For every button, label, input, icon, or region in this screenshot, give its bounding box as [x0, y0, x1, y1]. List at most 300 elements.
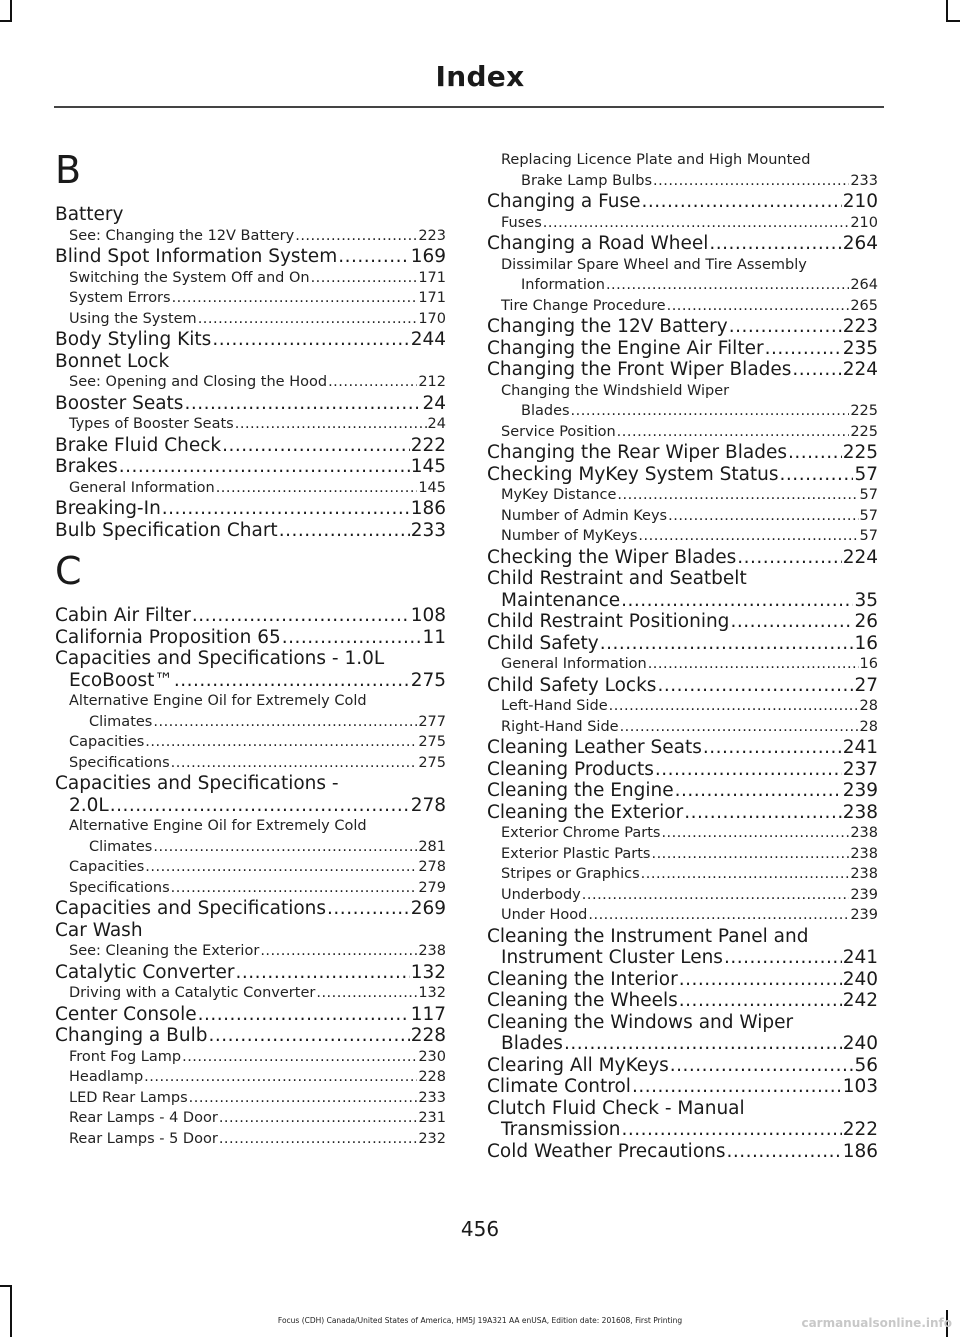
index-entry-text: Child Safety: [487, 632, 599, 654]
index-entry-row: [55, 795, 446, 817]
index-page-ref: 242: [842, 990, 878, 1011]
index-page-ref: 241: [842, 947, 878, 968]
index-entry-text: Switching the System Off and On: [69, 269, 310, 286]
leader-dots: [153, 837, 417, 858]
leader-dots: [679, 969, 842, 991]
leader-dots: [638, 526, 858, 547]
index-entry: [487, 969, 878, 991]
index-entry-text: Cleaning the Interior: [487, 968, 678, 990]
index-page-ref: 132: [418, 985, 446, 1001]
index-entry-text: Stripes or Graphics: [501, 866, 640, 882]
leader-dots: [119, 456, 410, 478]
index-entry-text: System Errors: [69, 290, 171, 306]
index-page-ref: 233: [418, 1089, 446, 1106]
index-page-ref: 275: [418, 754, 446, 771]
index-entry-text: Blind Spot Information System: [55, 246, 338, 267]
leader-dots: [110, 795, 410, 817]
index-page-ref: 278: [418, 859, 446, 875]
index-entry: [55, 898, 446, 920]
index-page-ref: 224: [842, 546, 878, 568]
index-entry: [487, 611, 878, 633]
index-page-ref: 11: [422, 626, 446, 648]
index-entry-text: Capacities and Specifications - 1.0L: [55, 648, 385, 669]
index-entry-text: Headlamp: [69, 1069, 144, 1085]
index-entry: [487, 802, 878, 824]
index-page-ref: 108: [410, 605, 446, 626]
index-entry-text: See: Changing the 12V Battery: [69, 227, 295, 244]
leader-dots: [192, 605, 410, 627]
index-subentry: [487, 696, 878, 717]
index-page-ref: 238: [842, 801, 878, 823]
section-letter: B: [55, 148, 82, 192]
index-page-ref: 235: [842, 337, 878, 359]
index-entry-text: Front Fog Lamp: [69, 1048, 182, 1065]
index-entry: [55, 627, 446, 649]
index-entry-row: [69, 712, 446, 733]
index-page-ref: 145: [410, 456, 446, 477]
index-subentry: [55, 732, 446, 753]
index-column-right: [487, 150, 878, 1162]
leader-dots: [219, 1129, 418, 1150]
index-subentry: [55, 753, 446, 774]
leader-dots: [642, 191, 842, 213]
index-subentry: [487, 296, 878, 317]
leader-dots: [703, 737, 842, 759]
index-page-ref: 225: [850, 403, 878, 419]
index-entry-row: [487, 590, 878, 612]
index-entry: [55, 1025, 446, 1047]
index-entry-text: Underbody: [501, 886, 581, 903]
index-page-ref: 210: [842, 191, 878, 212]
index-page-ref: 264: [850, 277, 878, 293]
index-entry-text: Cleaning the Windows and Wiper: [487, 1011, 794, 1033]
index-entry-text: Catalytic Converter: [55, 961, 235, 983]
leader-dots: [641, 864, 850, 885]
leader-dots: [609, 696, 859, 717]
leader-dots: [338, 246, 409, 268]
index-subentry: [55, 941, 446, 962]
index-page-ref: 224: [842, 359, 878, 380]
index-entry-text: Cleaning Leather Seats: [487, 737, 702, 758]
index-subentry: [55, 414, 446, 435]
index-page-ref: 132: [410, 961, 446, 983]
crop-mark: [10, 1285, 12, 1337]
leader-dots: [198, 1004, 410, 1026]
index-entry-text: Alternative Engine Oil for Extremely Cold: [69, 818, 367, 834]
leader-dots: [675, 780, 842, 802]
leader-dots: [145, 732, 417, 753]
index-page-ref: 238: [418, 943, 446, 959]
index-subentry: [55, 1067, 446, 1088]
index-page-ref: 238: [850, 825, 878, 841]
leader-dots: [727, 1141, 842, 1163]
leader-dots: [327, 898, 410, 920]
index-subentry: [55, 288, 446, 309]
leader-dots: [182, 1047, 417, 1068]
index-entry: [487, 1098, 878, 1141]
index-entry: [55, 456, 446, 478]
index-entry-text: Rear Lamps - 5 Door: [69, 1130, 218, 1147]
index-page-ref: 16: [859, 656, 878, 672]
index-entry-text: Clutch Fluid Check - Manual: [487, 1097, 745, 1119]
index-page-ref: 225: [850, 423, 878, 440]
index-subentry: [55, 878, 446, 899]
index-entry-text: Booster Seats: [55, 392, 184, 414]
index-entry-row: [487, 1033, 878, 1055]
index-entry-text: Specifications: [69, 754, 170, 771]
leader-dots: [208, 1025, 409, 1047]
leader-dots: [279, 520, 410, 542]
index-subentry: [487, 213, 878, 234]
leader-dots: [235, 414, 427, 435]
index-entry-text: Cleaning the Exterior: [487, 801, 684, 823]
index-subentry: [55, 268, 446, 289]
index-entry-text: Exterior Chrome Parts: [501, 825, 661, 841]
leader-dots: [657, 675, 853, 697]
index-page-ref: 281: [418, 838, 446, 855]
leader-dots: [622, 1119, 842, 1141]
index-entry: [487, 990, 878, 1012]
index-page-ref: 237: [842, 758, 878, 780]
index-page-ref: 28: [859, 698, 878, 714]
index-entry-text: Cleaning Products: [487, 758, 654, 780]
index-page-ref: 186: [410, 498, 446, 519]
index-page-ref: 239: [850, 907, 878, 923]
index-entry-text: See: Cleaning the Exterior: [69, 943, 260, 959]
index-entry-text: Brakes: [55, 456, 118, 477]
index-entry: [487, 547, 878, 569]
index-entry-row: [487, 1119, 878, 1141]
index-entry-text: Checking the Wiper Blades: [487, 546, 737, 568]
index-entry: [487, 1076, 878, 1098]
leader-dots: [219, 1108, 418, 1129]
leader-dots: [709, 233, 841, 255]
watermark: carmanualsonline.info: [801, 1316, 952, 1330]
index-entry-row: [69, 837, 446, 858]
index-entry-text: Number of MyKeys: [501, 528, 638, 544]
index-subentry: [487, 717, 878, 738]
crop-mark: [0, 20, 12, 22]
index-entry: [487, 1012, 878, 1055]
index-entry-text: Changing a Bulb: [55, 1025, 208, 1046]
leader-dots: [171, 878, 418, 899]
index-entry: [55, 393, 446, 415]
crop-mark: [946, 0, 948, 22]
index-entry-text: Using the System: [69, 310, 197, 327]
index-entry-text: California Proposition 65: [55, 626, 281, 648]
index-entry-text: Child Restraint Positioning: [487, 611, 730, 632]
index-entry: [487, 1055, 878, 1077]
index-page-ref: 117: [410, 1003, 446, 1025]
index-entry-text: Cleaning the Engine: [487, 780, 674, 801]
leader-dots: [788, 442, 842, 464]
index-subentry: [487, 150, 878, 191]
index-entry: [55, 605, 446, 627]
index-entry-text: Driving with a Catalytic Converter: [69, 985, 316, 1001]
leader-dots: [543, 213, 850, 234]
index-entry-text: Fuses: [501, 214, 542, 231]
index-page-ref: 57: [854, 463, 878, 485]
index-entry: [487, 737, 878, 759]
leader-dots: [653, 171, 849, 192]
index-page-ref: 240: [842, 968, 878, 990]
index-page-ref: 278: [410, 794, 446, 816]
leader-dots: [730, 611, 853, 633]
index-entry: [487, 759, 878, 781]
page-title: Index: [435, 60, 525, 93]
index-page-ref: 240: [842, 1033, 878, 1054]
index-entry: [487, 316, 878, 338]
index-page-ref: 28: [859, 718, 878, 735]
footer-text: Focus (CDH) Canada/United States of America, HM5J 19A321 AA enUSA, Edition date: 201608, First Printing: [277, 1316, 683, 1325]
section-letter: C: [55, 549, 82, 593]
index-subentry: [487, 422, 878, 443]
index-entry-text: General Information: [501, 656, 647, 672]
leader-dots: [172, 288, 418, 309]
index-column-left: [55, 140, 446, 1149]
index-subentry: [55, 372, 446, 393]
index-entry-text: Bulb Specification Chart: [55, 519, 278, 541]
leader-dots: [737, 547, 841, 569]
index-subentry: [487, 381, 878, 422]
index-entry-text: Exterior Plastic Parts: [501, 845, 651, 862]
index-page-ref: 103: [842, 1076, 878, 1097]
index-subentry: [55, 226, 446, 247]
index-page-ref: 222: [842, 1119, 878, 1140]
index-entry-text: Right-Hand Side: [501, 718, 619, 735]
leader-dots: [632, 1076, 842, 1098]
index-entry-text: Changing the Engine Air Filter: [487, 337, 764, 359]
index-entry: [55, 498, 446, 520]
index-entry-text: Breaking-In: [55, 498, 161, 519]
leader-dots: [328, 372, 417, 393]
index-page-ref: 24: [422, 392, 446, 414]
leader-dots: [600, 633, 854, 655]
index-subentry: [55, 691, 446, 732]
index-subentry: [55, 1088, 446, 1109]
index-page-ref: 264: [842, 233, 878, 254]
index-entry-text: Changing the Windshield Wiper: [501, 382, 730, 399]
index-page-ref: 223: [418, 227, 446, 244]
index-page-ref: 238: [850, 866, 878, 882]
index-subentry: [487, 506, 878, 527]
index-page-ref: 24: [427, 416, 446, 432]
index-entry: [55, 246, 446, 268]
index-entry-text: Maintenance: [501, 589, 621, 611]
index-subentry: [487, 485, 878, 506]
index-entry-text: Center Console: [55, 1003, 197, 1025]
index-entry: [487, 1141, 878, 1163]
index-entry-row: [487, 947, 878, 969]
index-page-ref: 233: [850, 172, 878, 189]
leader-dots: [222, 435, 410, 457]
index-subentry: [55, 1129, 446, 1150]
leader-dots: [184, 393, 421, 415]
index-page-ref: 265: [850, 297, 878, 314]
index-page-ref: 57: [859, 507, 878, 524]
leader-dots: [792, 359, 841, 381]
leader-dots: [189, 1088, 418, 1109]
index-entry-text: Specifications: [69, 879, 170, 896]
index-entry-text: Capacities and Specifications: [55, 898, 327, 919]
index-subentry: [55, 1047, 446, 1068]
index-entry: [487, 926, 878, 969]
index-subentry: [55, 983, 446, 1004]
leader-dots: [621, 590, 853, 612]
index-subentry: [487, 905, 878, 926]
index-entry-text: Information: [521, 277, 605, 293]
leader-dots: [765, 338, 842, 360]
index-entry-text: Changing the 12V Battery: [487, 316, 728, 337]
index-entry-text: Capacities: [69, 734, 145, 750]
index-entry-text: General Information: [69, 479, 215, 496]
index-entry: [487, 633, 878, 655]
index-entry-text: Changing a Road Wheel: [487, 233, 709, 254]
index-page-ref: 275: [410, 669, 446, 691]
index-page-ref: 16: [854, 632, 878, 654]
index-heading: Car Wash: [55, 919, 143, 941]
leader-dots: [729, 316, 842, 338]
index-page-ref: 231: [418, 1110, 446, 1126]
index-page-ref: 228: [418, 1069, 446, 1085]
index-entry-text: Child Safety Locks: [487, 674, 657, 696]
leader-dots: [311, 268, 418, 289]
index-page-ref: 238: [850, 845, 878, 862]
index-subentry: [55, 857, 446, 878]
leader-dots: [144, 1067, 417, 1088]
index-page-ref: 169: [410, 246, 446, 267]
index-page-ref: 230: [418, 1048, 446, 1065]
index-page-ref: 233: [410, 519, 446, 541]
index-entry: [55, 648, 446, 691]
index-entry-text: Dissimilar Spare Wheel and Tire Assembly: [501, 256, 807, 273]
leader-dots: [295, 226, 417, 247]
leader-dots: [174, 670, 410, 692]
index-heading: Battery: [55, 204, 124, 225]
index-page-ref: 212: [418, 374, 446, 390]
index-entry-text: Tire Change Procedure: [501, 297, 666, 314]
index-page-ref: 279: [418, 879, 446, 896]
index-entry-text: Body Styling Kits: [55, 329, 212, 350]
index-entry-text: Climates: [89, 838, 153, 855]
index-entry-row: [501, 401, 878, 422]
index-entry: [487, 675, 878, 697]
index-entry-text: Cabin Air Filter: [55, 605, 191, 626]
leader-dots: [588, 905, 849, 926]
index-entry-text: Changing a Fuse: [487, 191, 641, 212]
index-subentry: [487, 255, 878, 296]
leader-dots: [606, 275, 849, 296]
leader-dots: [684, 802, 842, 824]
index-entry-text: MyKey Distance: [501, 487, 617, 503]
index-entry-text: LED Rear Lamps: [69, 1089, 188, 1106]
leader-dots: [282, 627, 422, 649]
index-entry: [487, 191, 878, 213]
index-entry: [55, 329, 446, 351]
index-subentry: [487, 844, 878, 865]
crop-mark: [10, 0, 12, 22]
index-page-ref: 186: [842, 1140, 878, 1162]
leader-dots: [171, 753, 418, 774]
leader-dots: [617, 422, 850, 443]
leader-dots: [153, 712, 417, 733]
index-entry-text: Types of Booster Seats: [69, 416, 234, 432]
index-page-ref: 170: [418, 310, 446, 327]
leader-dots: [162, 498, 410, 520]
index-page-ref: 171: [418, 269, 446, 286]
index-entry: [487, 568, 878, 611]
index-entry-text: Capacities and Specifications -: [55, 773, 339, 794]
crop-mark: [0, 1285, 12, 1287]
index-entry-text: Brake Lamp Bulbs: [521, 172, 653, 189]
index-entry-text: Changing the Front Wiper Blades: [487, 359, 792, 380]
page-number: 456: [460, 1217, 500, 1241]
index-entry: [55, 773, 446, 816]
leader-dots: [670, 1055, 854, 1077]
leader-dots: [212, 329, 409, 351]
index-entry-text: Under Hood: [501, 907, 588, 923]
index-entry-text: Brake Fluid Check: [55, 434, 222, 456]
index-entry-text: Capacities: [69, 859, 145, 875]
index-subentry: [55, 309, 446, 330]
index-entry-text: Cold Weather Precautions: [487, 1140, 726, 1162]
header-divider: [54, 106, 884, 108]
index-entry-text: See: Opening and Closing the Hood: [69, 374, 328, 390]
index-entry-text: Cleaning the Wheels: [487, 990, 678, 1011]
index-entry-text: Blades: [521, 403, 570, 419]
index-page-ref: 244: [410, 329, 446, 350]
index-page-ref: 269: [410, 898, 446, 919]
index-entry: [487, 464, 878, 486]
leader-dots: [780, 464, 854, 486]
index-page-ref: 210: [850, 214, 878, 231]
leader-dots: [661, 823, 849, 844]
leader-dots: [648, 654, 859, 675]
index-page-ref: 275: [418, 734, 446, 750]
index-entry-text: Instrument Cluster Lens: [501, 947, 723, 968]
index-entry-row: [501, 171, 878, 192]
index-page-ref: 222: [410, 434, 446, 456]
index-subentry: [487, 864, 878, 885]
index-page-ref: 57: [859, 487, 878, 503]
index-entry-text: Replacing Licence Plate and High Mounted: [501, 152, 811, 168]
index-entry-text: Climate Control: [487, 1076, 631, 1097]
index-entry: [487, 359, 878, 381]
leader-dots: [582, 885, 850, 906]
leader-dots: [216, 478, 418, 499]
index-entry-text: Transmission: [501, 1119, 621, 1140]
index-page-ref: 277: [418, 713, 446, 730]
index-entry: [487, 780, 878, 802]
index-page-ref: 223: [842, 316, 878, 337]
index-entry: [487, 442, 878, 464]
leader-dots: [571, 401, 850, 422]
leader-dots: [655, 759, 842, 781]
leader-dots: [198, 309, 418, 330]
index-entry-text: Climates: [89, 713, 153, 730]
index-page-ref: 145: [418, 479, 446, 496]
index-page-ref: 171: [418, 290, 446, 306]
index-subentry: [487, 885, 878, 906]
index-entry: [55, 520, 446, 542]
index-entry: [55, 1004, 446, 1026]
index-entry-text: Number of Admin Keys: [501, 507, 668, 524]
index-entry: [487, 233, 878, 255]
index-page-ref: 232: [418, 1130, 446, 1147]
index-page-ref: 225: [842, 442, 878, 463]
index-entry-row: [501, 275, 878, 296]
index-page-ref: 57: [859, 528, 878, 544]
